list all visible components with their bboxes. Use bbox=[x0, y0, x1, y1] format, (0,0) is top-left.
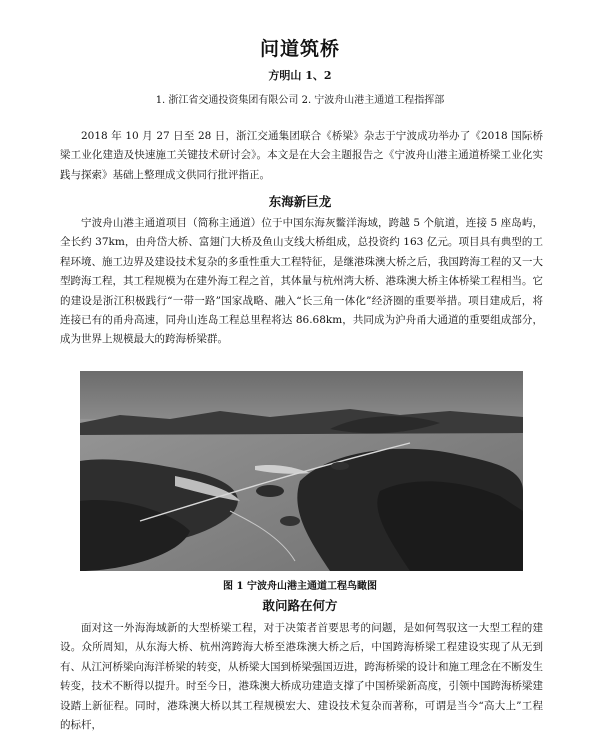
aerial-photo bbox=[80, 371, 523, 571]
paper-affiliations: 1. 浙江省交通投资集团有限公司 2. 宁波舟山港主通道工程指挥部 bbox=[155, 95, 445, 106]
section-heading-2: 敢问路在何方 bbox=[262, 598, 338, 613]
section-heading-1: 东海新巨龙 bbox=[268, 194, 332, 209]
intro-paragraph: 2018 年 10 月 27 日至 28 日，浙江交通集团联合《桥梁》杂志于宁波成功举办了《2018 国际桥梁工业化建造及快速施工关键技术研讨会》。本文是在大会主题报告之《宁波舟山港主通道桥梁工业化实践与探索》基础上整理成文供同行批评指正。 bbox=[60, 130, 543, 181]
aerial-photo-image bbox=[80, 371, 523, 571]
paper-authors: 方明山 1、2 bbox=[268, 69, 332, 82]
figure-caption: 图 1 宁波舟山港主通道工程鸟瞰图 bbox=[223, 581, 377, 592]
section-2-paragraph: 面对这一外海海域新的大型桥梁工程，对于决策者首要思考的问题，是如何驾驭这一大型工程的建设。众所周知，从东海大桥、杭州湾跨海大桥至港珠澳大桥之后，中国跨海桥梁工程建设实现了从无到有、从江河桥梁向海洋桥梁的转变，从桥梁大国到桥梁强国迈进，跨海桥梁的设计和施工理念在不断发生转变，技术不断得以提升。时至今日，港珠澳大桥成功建造支撑了中国桥梁新高度，引领中国跨海桥梁建设踏上新征程。同时，港珠澳大桥以其工程规模宏大、建设技术复杂而著称，可谓是当今“高大上”工程的标杆， bbox=[60, 622, 543, 732]
section-1-paragraph: 宁波舟山港主通道项目（简称主通道）位于中国东海灰鳖洋海域，跨越 5 个航道，连接 5 座岛屿，全长约 37km，由舟岱大桥、富翅门大桥及鱼山支线大桥组成，总投资约 163 亿元。项目具有典型的工程环境、施工边界及建设技术复杂的多重性重大工程特征，是继港珠澳大桥之后，我国跨海工程的又一大型跨海工程，其工程规模为在建外海工程之首，其体量与杭州湾大桥、港珠澳大桥主体桥梁工程相当。它的建设是浙江积极践行“一带一路”国家战略、融入“长三角一体化”经济圈的重要举措。项目建成后，将连接已有的甬舟高速，同舟山连岛工程总里程将达 86.68km，共同成为沪舟甬大通道的重要组成部分，成为世界上规模最大的跨海桥梁群。 bbox=[60, 217, 543, 346]
paper-title: 问道筑桥 bbox=[259, 38, 340, 60]
